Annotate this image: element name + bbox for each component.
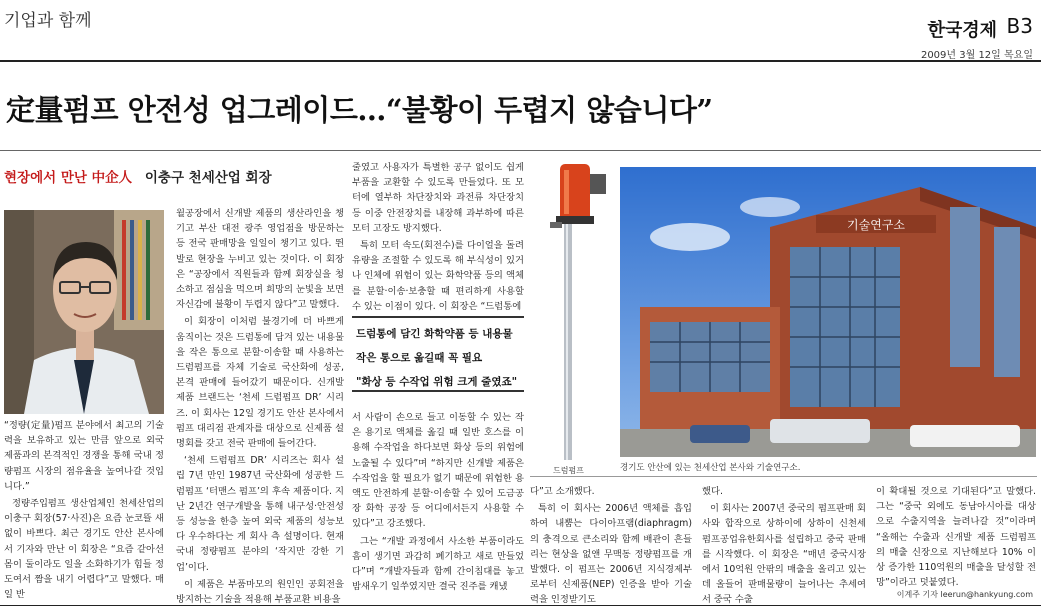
paragraph: 다”고 소개했다. — [530, 486, 595, 497]
article-column-1 — [4, 418, 164, 601]
kicker-label: 현장에서 만난 — [4, 170, 87, 186]
article-column-3-top — [352, 160, 524, 310]
paragraph: 그는 “개발 과정에서 사소한 부품이라도 흠이 생기면 과감히 폐기하고 새로 만들었다”며 “개발자들과 함께 간이침대를 놓고 밤새우기 일쑤였지만 결국 진주를 캐냈 — [352, 535, 524, 593]
paragraph: 이 회장이 이처럼 불경기에 더 바쁘게 움직이는 것은 드럼통에 담겨 있는 내용물을 작은 통으로 분할·이송할 때 사용하는 드럼펌프를 자체 기술로 국산화에 성공, 본격 판매에 들어갔기 때문이다. 신개발 제품 브랜드는 ‘천세 드럼펌프 DR’ 시리즈. 이 회사는 12일 경기도 안산 본사에서 펌프 대리점 관계자를 대상으로 신제품 설명회를 갖고 전국 판매에 들어간다. — [176, 316, 344, 450]
article-column-2 — [176, 206, 344, 606]
paragraph: 특히 이 회사는 2006년 액체를 흡입하여 내뿜는 다이아프램(diaphragm)의 충격으로 큰소리와 함께 배관이 흔들리는 현상을 없앤 무맥동 정량펌프를 개발했다. 이 펌프는 2006년 지식경제부로부터 신제품(NEP) 인증을 받아 기술력을 인정받기도 — [530, 503, 692, 606]
paragraph: 이 제품은 부품마모의 원인인 공회전을 방지하는 기술을 적용해 부품교환 비용을 — [176, 578, 344, 606]
paragraph: 이 확대될 것으로 기대된다”고 말했다. 그는 “중국 외에도 동남아시아를 대상으로 수출지역을 늘려나갈 것”이라며 “올해는 수출과 신개발 제품 드럼펌프의 매출 신장으로 지난해보다 10% 이상 증가한 110억원의 매출을 달성할 전망”이라고 덧붙였다. — [876, 486, 1036, 589]
paragraph: 월공장에서 신개발 제품의 생산라인을 챙기고 부산 대전 광주 영업점을 방문하는 등 전국 판매망을 일일이 챙기고 있다. 뛴 발로 현장을 누비고 있는 것이다. 이 회장은 “공장에서 직원들과 함께 회장실을 청소하고 점심을 먹으며 희망의 눈빛을 보면 자신감에 불황이 두렵지 않다”고 말했다. — [176, 208, 344, 311]
pull-quote-line: "화상 등 수작업 위험 크게 줄였죠" — [356, 376, 518, 388]
dateline: 2009년 3월 12일 목요일 — [920, 50, 1033, 61]
article-column-6 — [876, 484, 1036, 589]
top-rule — [0, 60, 1041, 62]
article-column-5 — [702, 484, 866, 606]
kicker — [4, 166, 272, 186]
drum-pump-photo — [530, 160, 610, 468]
paragraph: 이 회사는 2007년 중국의 펌프판매 회사와 합작으로 상하이에 상하이 신천세 펌프공업유한회사를 설립하고 중국 판매를 시작했다. 이 회장은 “매년 중국시장에서 10억원 안팎의 매출을 올리고 있는데 올들어 판매물량이 늘어나는 추세여서 중국 수출 — [702, 503, 866, 606]
photo-rule — [530, 476, 1037, 477]
kicker-name: 이충구 천세산업 회장 — [144, 170, 272, 186]
article-column-4 — [530, 484, 692, 606]
paragraph: 했다. — [702, 486, 723, 497]
masthead: 한국경제 — [927, 20, 997, 41]
building-sign: 기술연구소 — [847, 218, 905, 232]
bottom-rule — [0, 605, 1041, 606]
building-photo — [620, 167, 1036, 457]
headline: 定量펌프 안전성 업그레이드…“불황이 두렵지 않습니다” — [6, 93, 713, 127]
pull-quote — [352, 316, 524, 392]
section-label: 기업과 함께 — [4, 11, 92, 31]
paragraph: 특히 모터 속도(회전수)를 다이얼을 돌려 유량을 조절할 수 있도록 해 부식성이 있거나 인체에 위험이 있는 화학약품 등의 액체를 분할·이송·보충할 때 편리하게 사용할 수 있는 이점이 있다. 이 회장은 “드럼통에 — [352, 240, 524, 312]
article-column-3-bottom — [352, 410, 524, 598]
paragraph: ‘천세 드럼펌프 DR’ 시리즈는 회사 설립 7년 만인 1987년 국산화에 성공한 드럼펌프 ‘터맨스 펌프’의 후속 제품이다. 지난 2년간 연구개발을 통해 내구성·안전성 등 성능을 한층 높여 외국 제품의 성능보다 우수하다는 게 회사 측 설명이다. 현재 국내 정량펌프 분야의 ‘작지만 강한 기업’이다. — [176, 455, 344, 573]
pump-caption: 드럼펌프 — [553, 466, 584, 475]
portrait-photo — [4, 210, 164, 414]
paragraph: 서 사람이 손으로 들고 이동할 수 있는 작은 용기로 액체를 옮길 때 일반 호스를 이용해 수작업을 하다보면 화상 등의 위험에 노출될 수 있다”며 “하지만 신개발 제품은 수작업을 할 필요가 없기 때문에 위험한 용액도 안전하게 분할·이송할 수 있어 도금공장 화학 공장 등 어디에서든지 사용할 수 있다”고 강조했다. — [352, 412, 524, 530]
building-caption: 경기도 안산에 있는 천세산업 본사와 기술연구소. — [620, 463, 801, 473]
paragraph: 줄였고 사용자가 특별한 공구 없이도 쉽게 부품을 교환할 수 있도록 만들었다. 또 모터에 열부하 차단장치와 과전류 차단장치 등 이중 안전장치를 내장해 과부하에 따른 모터 고장도 방지했다. — [352, 162, 524, 234]
paragraph: 정량주입펌프 생산업체인 천세산업의 이충구 회장(57·사진)은 요즘 눈코뜰 새 없이 바쁘다. 최근 경기도 안산 본사에서 기자와 만난 이 회장은 “요즘 같아선 몸이 둘이라도 일을 소화하기가 힘들 정도여서 짬을 내기 어렵다”고 말했다. 매일 반 — [4, 498, 164, 601]
kicker-sub: 中企人 — [91, 170, 133, 186]
byline: 이계주 기자 leerun@hankyung.com — [896, 590, 1033, 599]
paragraph: “정량(定量)펌프 분야에서 최고의 기술력을 보유하고 있는 만큼 앞으로 외국 제품과의 본격적인 경쟁을 통해 국내 정량펌프 시장의 점유율을 높여나갈 것입니다.” — [4, 420, 164, 492]
pull-quote-line: 드럼통에 담긴 화학약품 등 내용물 — [356, 328, 513, 340]
pull-quote-line: 작은 통으로 옮길때 꼭 필요 — [356, 352, 483, 364]
headline-rule — [0, 150, 1041, 151]
page-number: B3 — [1006, 14, 1033, 38]
